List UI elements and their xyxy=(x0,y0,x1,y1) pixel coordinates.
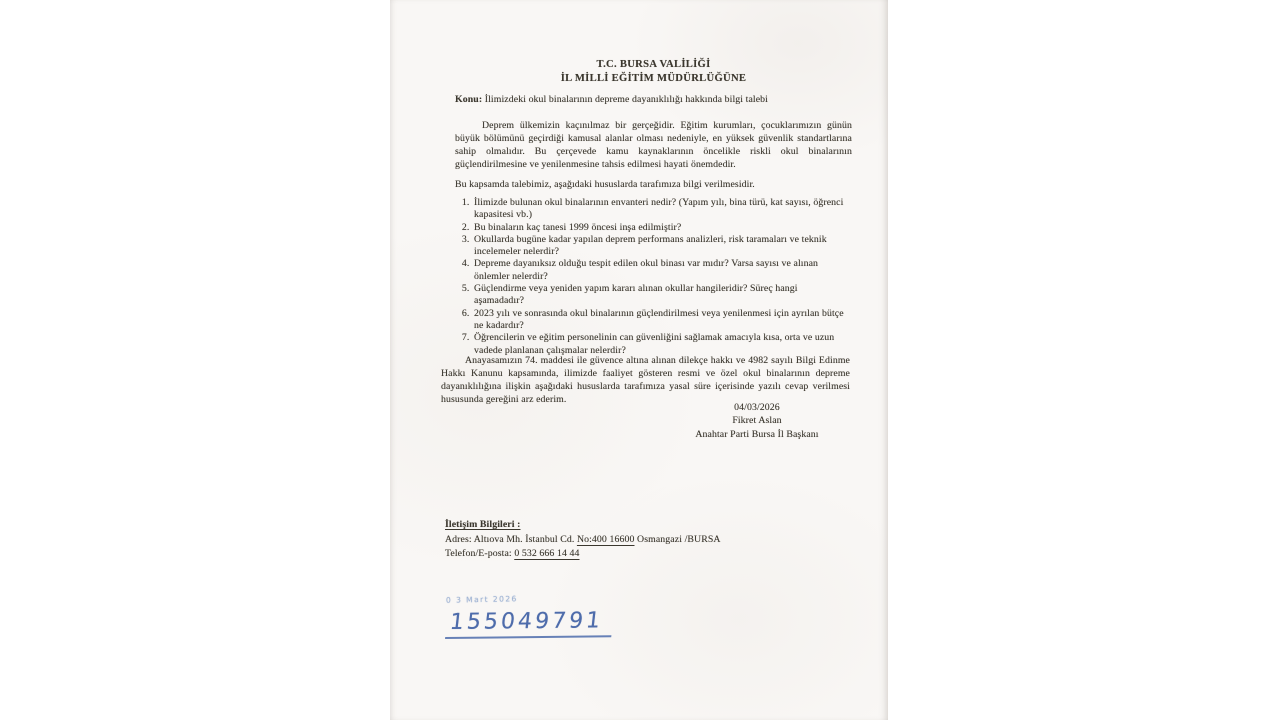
address-street: Altıova Mh. İstanbul Cd. xyxy=(473,533,575,545)
subject-text: İlimizdeki okul binalarının depreme dayanıklılığı hakkında bilgi talebi xyxy=(484,94,768,105)
contact-block xyxy=(445,518,855,562)
request-item: 3. Okullarda bugüne kadar yapılan deprem performans analizleri, risk taramaları ve teknik incelemeler nelerdir? xyxy=(472,234,847,259)
request-list xyxy=(455,197,847,357)
phone-label: Telefon/E-posta: xyxy=(445,548,512,560)
scanned-letter-page xyxy=(390,0,888,720)
request-item: 1. İlimizde bulunan okul binalarının envanteri nedir? (Yapım yılı, bina türü, kat sayısı, öğrenci kapasitesi vb.) xyxy=(472,197,847,222)
address-line xyxy=(445,533,855,548)
closing-paragraph: Anayasamızın 74. maddesi ile güvence altına alınan dilekçe hakkı ve 4982 sayılı Bilgi Edinme Hakkı Kanunu kapsamında, ilimizde faaliyet gösteren resmi ve özel okul binalarının depreme dayanıklılığına ilişkin aşağıdaki hususlarda tarafımıza yasal süre içerisinde yazılı cevap verilmesi hususunda gereğini arz ederim. xyxy=(441,355,850,405)
subject-line xyxy=(455,93,857,106)
contact-heading: İletişim Bilgileri : xyxy=(445,519,521,530)
signer-name: Fikret Aslan xyxy=(732,415,782,427)
phone-line xyxy=(445,547,855,562)
handwritten-reference-number: 155049791 xyxy=(445,608,614,639)
date-stamp: 0 3 Mart 2026 xyxy=(445,594,518,605)
address-number: No:400 16600 xyxy=(576,533,635,545)
recipient-header xyxy=(455,58,852,85)
signature-date: 04/03/2026 xyxy=(734,402,780,413)
request-item: 6. 2023 yılı ve sonrasında okul binalarının güçlendirilmesi veya yenilenmesi için ayrılan bütçe ne kadardır? xyxy=(472,308,847,333)
recipient-line-2: İL MİLLİ EĞİTİM MÜDÜRLÜĞÜNE xyxy=(560,72,747,84)
address-label: Adres: xyxy=(445,533,472,545)
intro-paragraph: Deprem ülkemizin kaçınılmaz bir gerçeğidir. Eğitim kurumları, çocuklarımızın günün büyük bölümünü geçirdiği kamusal alanlar olması nedeniyle, en yüksek güvenlik standartlarına sahip olmalıdır. Bu çerçevede kamu kaynaklarının öncelikle riskli okul binalarının güçlendirilmesine ve yenilenmesine tahsis edilmesi hayati önemdedir. xyxy=(455,120,852,170)
request-lead-paragraph: Bu kapsamda talebimiz, aşağıdaki hususlarda tarafımıza bilgi verilmesidir. xyxy=(455,179,755,190)
recipient-line-1: T.C. BURSA VALİLİĞİ xyxy=(596,59,711,70)
request-item: 5. Güçlendirme veya yeniden yapım kararı alınan okullar hangileridir? Süreç hangi aşamadadır? xyxy=(472,283,847,308)
request-item: 2. Bu binaların kaç tanesi 1999 öncesi inşa edilmiştir? xyxy=(472,222,847,234)
signer-title: Anahtar Parti Bursa İl Başkanı xyxy=(695,428,819,440)
request-item: 7. Öğrencilerin ve eğitim personelinin can güvenliğini sağlamak amacıyla kısa, orta ve uzun vadede planlanan çalışmalar nelerdir? xyxy=(472,332,847,357)
address-district: Osmangazi /BURSA xyxy=(637,533,721,545)
subject-label: Konu: xyxy=(455,94,483,105)
request-item: 4. Depreme dayanıksız olduğu tespit edilen okul binası var mıdır? Varsa sayısı ve alınan önlemler nelerdir? xyxy=(472,258,847,283)
signature-block xyxy=(590,401,924,441)
phone-value: 0 532 666 14 44 xyxy=(514,548,580,560)
